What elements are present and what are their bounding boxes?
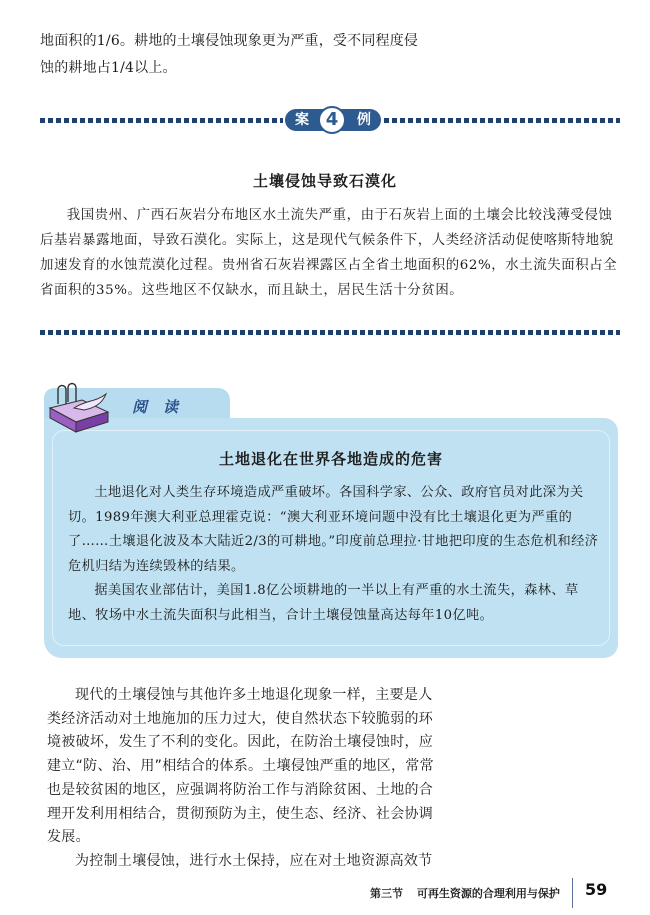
main-paragraph: 为控制土壤侵蚀，进行水土保持，应在对土地资源高效节 xyxy=(75,852,433,869)
reading-title: 土地退化在世界各地造成的危害 xyxy=(218,450,443,468)
reading-paragraph: 据美国农业部估计，美国1.8亿公顷耕地的一半以上有严重的水土流失，森林、草地、牧场中水土流失面积与此相当，合计土壤侵蚀量高达每年10亿吨。 xyxy=(68,583,579,623)
footer-separator xyxy=(572,878,573,908)
footer-section: 第三节 xyxy=(370,887,403,900)
text-line: 地面积的1/6。耕地的土壤侵蚀现象更为严重，受不同程度侵 xyxy=(40,33,419,49)
case-number: 4 xyxy=(318,106,346,134)
text-line: 蚀的耕地占1/4以上。 xyxy=(40,60,177,76)
main-text xyxy=(47,684,439,874)
case-paragraph: 我国贵州、广西石灰岩分布地区水土流失严重，由于石灰岩上面的土壤会比较浅薄受侵蚀后基岩暴露地面，导致石漠化。实际上，这是现代气候条件下，人类经济活动促使喀斯特地貌加速发育的水蚀荒漠化过程。贵州省石灰岩裸露区占全省土地面积的62%，水土流失面积占全省面积的35%。这些地区不仅缺水，而且缺土，居民生活十分贫困。 xyxy=(40,208,618,298)
case-badge-left: 案 xyxy=(285,109,325,131)
case-badge-right: 例 xyxy=(341,109,381,131)
reading-paragraph: 土地退化对人类生存环境造成严重破坏。各国科学家、公众、政府官员对此深为关切。1989年澳大利亚总理霍克说：“澳大利亚环境问题中没有比土壤退化更为严重的了……土壤退化波及本大陆近2/3的可耕地。”印度前总理拉·甘地把印度的生态危机和经济危机归结为连续毁林的结果。 xyxy=(68,485,599,574)
reading-label: 阅读 xyxy=(132,398,195,416)
page-footer xyxy=(370,885,560,901)
dotted-divider-left xyxy=(40,118,283,123)
case-title: 土壤侵蚀导致石漠化 xyxy=(252,172,397,190)
main-paragraph: 现代的土壤侵蚀与其他许多土地退化现象一样，主要是人类经济活动对土地施加的压力过大，使自然状态下较脆弱的环境被破坏，发生了不利的变化。因此，在防治土壤侵蚀时，应建立“防、治、用”相结合的体系。土壤侵蚀严重的地区，常常也是较贫困的地区，应强调将防治工作与消除贫困、土地的合理开发利用相结合，贯彻预防为主，使生态、经济、社会协调发展。 xyxy=(47,687,434,846)
page-number: 59 xyxy=(585,880,608,899)
dotted-divider-right xyxy=(384,118,620,123)
reading-box xyxy=(44,378,618,658)
dotted-divider-bottom xyxy=(40,330,620,335)
footer-chapter-title: 可再生资源的合理利用与保护 xyxy=(416,887,560,900)
reading-body xyxy=(68,481,604,628)
notebook-icon xyxy=(46,378,116,434)
case-body xyxy=(40,203,618,303)
top-paragraph xyxy=(40,28,440,82)
case-badge xyxy=(285,106,381,134)
